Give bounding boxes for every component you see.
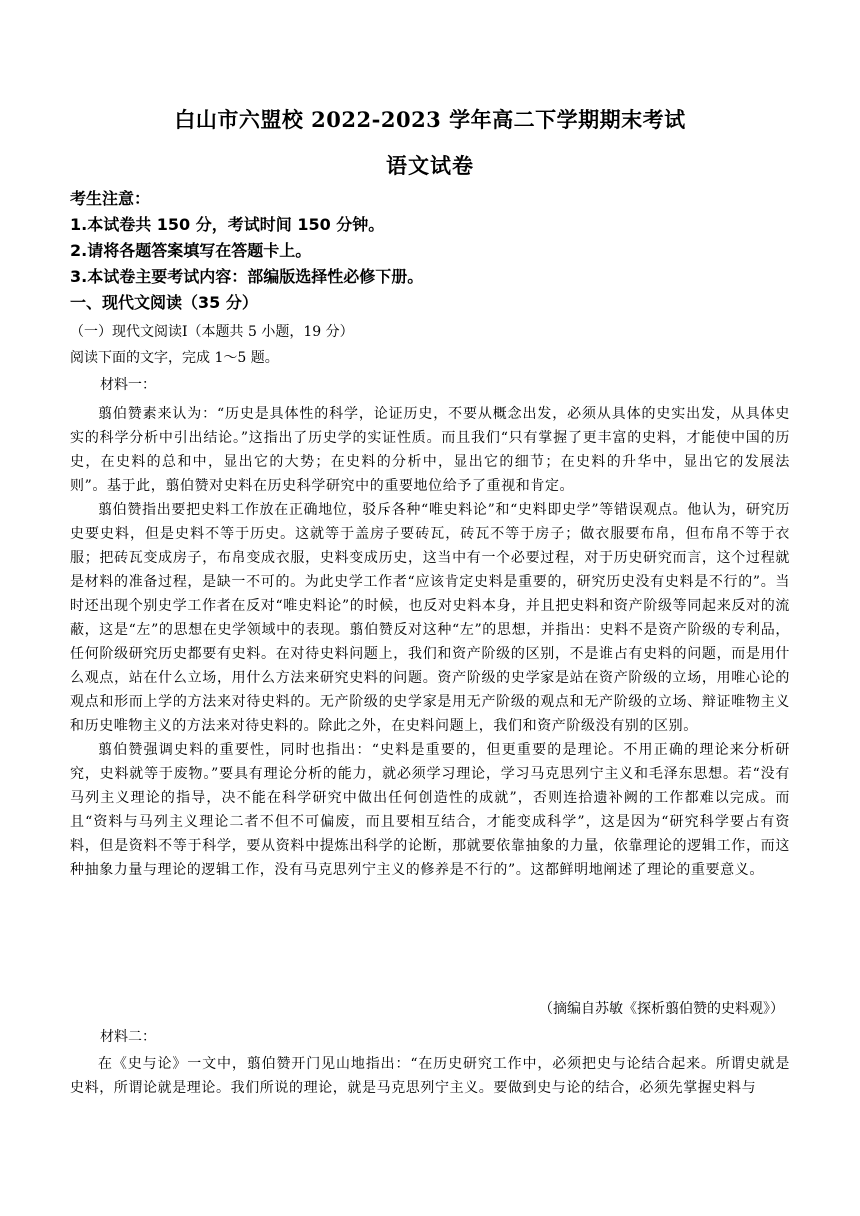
section-heading: 一、现代文阅读（35 分） [70, 293, 258, 312]
material-1-paragraph: 翦伯赞素来认为：“历史是具体性的科学，论证历史，不要从概念出发，必须从具体的史实出发，从具体史实的科学分析中引出结论。”这指出了历史学的实证性质。而且我们“只有掌握了更丰富的史料，才能使中国的历史，在史料的总和中，显出它的大势；在史料的分析中，显出它的细节；在史料的升华中，显出它的发展法则”。基于此，翦伯赞对史料在历史科学研究中的重要地位给予了重视和肯定。 [70, 406, 790, 494]
notice-item: 2.请将各题答案填写在答题卡上。 [70, 241, 312, 260]
notice-heading: 考生注意： [70, 189, 151, 208]
material-2-paragraph: 在《史与论》一文中，翦伯赞开门见山地指出：“在历史研究工作中，必须把史与论结合起来。所谓史就是史料，所谓论就是理论。我们所说的理论，就是马克思列宁主义。要做到史与论的结合，必须先掌握史料与 [70, 1056, 790, 1096]
material-1-body [70, 402, 790, 882]
material-1-paragraph: 翦伯赞指出要把史料工作放在正确地位，驳斥各种“唯史料论”和“史料即史学”等错误观点。他认为，研究历史要史料，但是史料不等于历史。这就等于盖房子要砖瓦，砖瓦不等于房子；做衣服要布帛，但布帛不等于衣服；把砖瓦变成房子，布帛变成衣服，史料变成历史，这当中有一个必要过程，对于历史研究而言，这个过程就是材料的准备过程，是缺一不可的。为此史学工作者“应该肯定史料是重要的，研究历史没有史料是不行的”。当时还出现个别史学工作者在反对“唯史料论”的时候，也反对史料本身，并且把史料和资产阶级等同起来反对的流蔽，这是“左”的思想在史学领域中的表现。翦伯赞反对这种“左”的思想，并指出：史料不是资产阶级的专利品，任何阶级研究历史都要有史料。在对待史料问题上，我们和资产阶级的区别，不是谁占有史料的问题，而是用什么观点，站在什么立场，用什么方法来研究史料的问题。资产阶级的史学家是站在资产阶级的立场，用唯心论的观点和形而上学的方法来对待史料的。无产阶级的史学家是用无产阶级的观点和无产阶级的立场、辩证唯物主义和历史唯物主义的方法来对待史料的。除此之外，在史料问题上，我们和资产阶级没有别的区别。 [70, 502, 790, 734]
material-2-label: 材料二： [100, 1029, 156, 1045]
notice-item: 1.本试卷共 150 分，考试时间 150 分钟。 [70, 215, 385, 234]
exam-title: 白山市六盟校 2022-2023 学年高二下学期期末考试 [174, 107, 686, 132]
material-1-source: （摘编自苏敏《探析翦伯赞的史料观》） [539, 1001, 784, 1017]
reading-instruction: 阅读下面的文字，完成 1～5 题。 [70, 350, 279, 366]
material-1-paragraph: 翦伯赞强调史料的重要性，同时也指出：“史料是重要的，但更重要的是理论。不用正确的理论来分析研究，史料就等于废物。”要具有理论分析的能力，就必须学习理论，学习马克思列宁主义和毛泽东思想。若“没有马列主义理论的指导，决不能在科学研究中做出任何创造性的成就”，否则连拾遗补阙的工作都难以完成。而且“资料与马列主义理论二者不但不可偏废，而且要相互结合，才能变成科学”，这是因为“研究科学要占有资料，但是资料不等于科学，要从资料中提炼出科学的论断，那就要依靠抽象的力量，依靠理论的逻辑工作，而这种抽象力量与理论的逻辑工作，没有马克思列宁主义的修养是不行的”。这都鲜明地阐述了理论的重要意义。 [70, 742, 790, 878]
material-2-body [70, 1052, 790, 1100]
section-subheading: （一）现代文阅读Ⅰ（本题共 5 小题，19 分） [70, 324, 354, 340]
exam-subtitle: 语文试卷 [386, 153, 474, 178]
notice-item: 3.本试卷主要考试内容：部编版选择性必修下册。 [70, 267, 424, 286]
material-1-label: 材料一： [100, 377, 156, 393]
